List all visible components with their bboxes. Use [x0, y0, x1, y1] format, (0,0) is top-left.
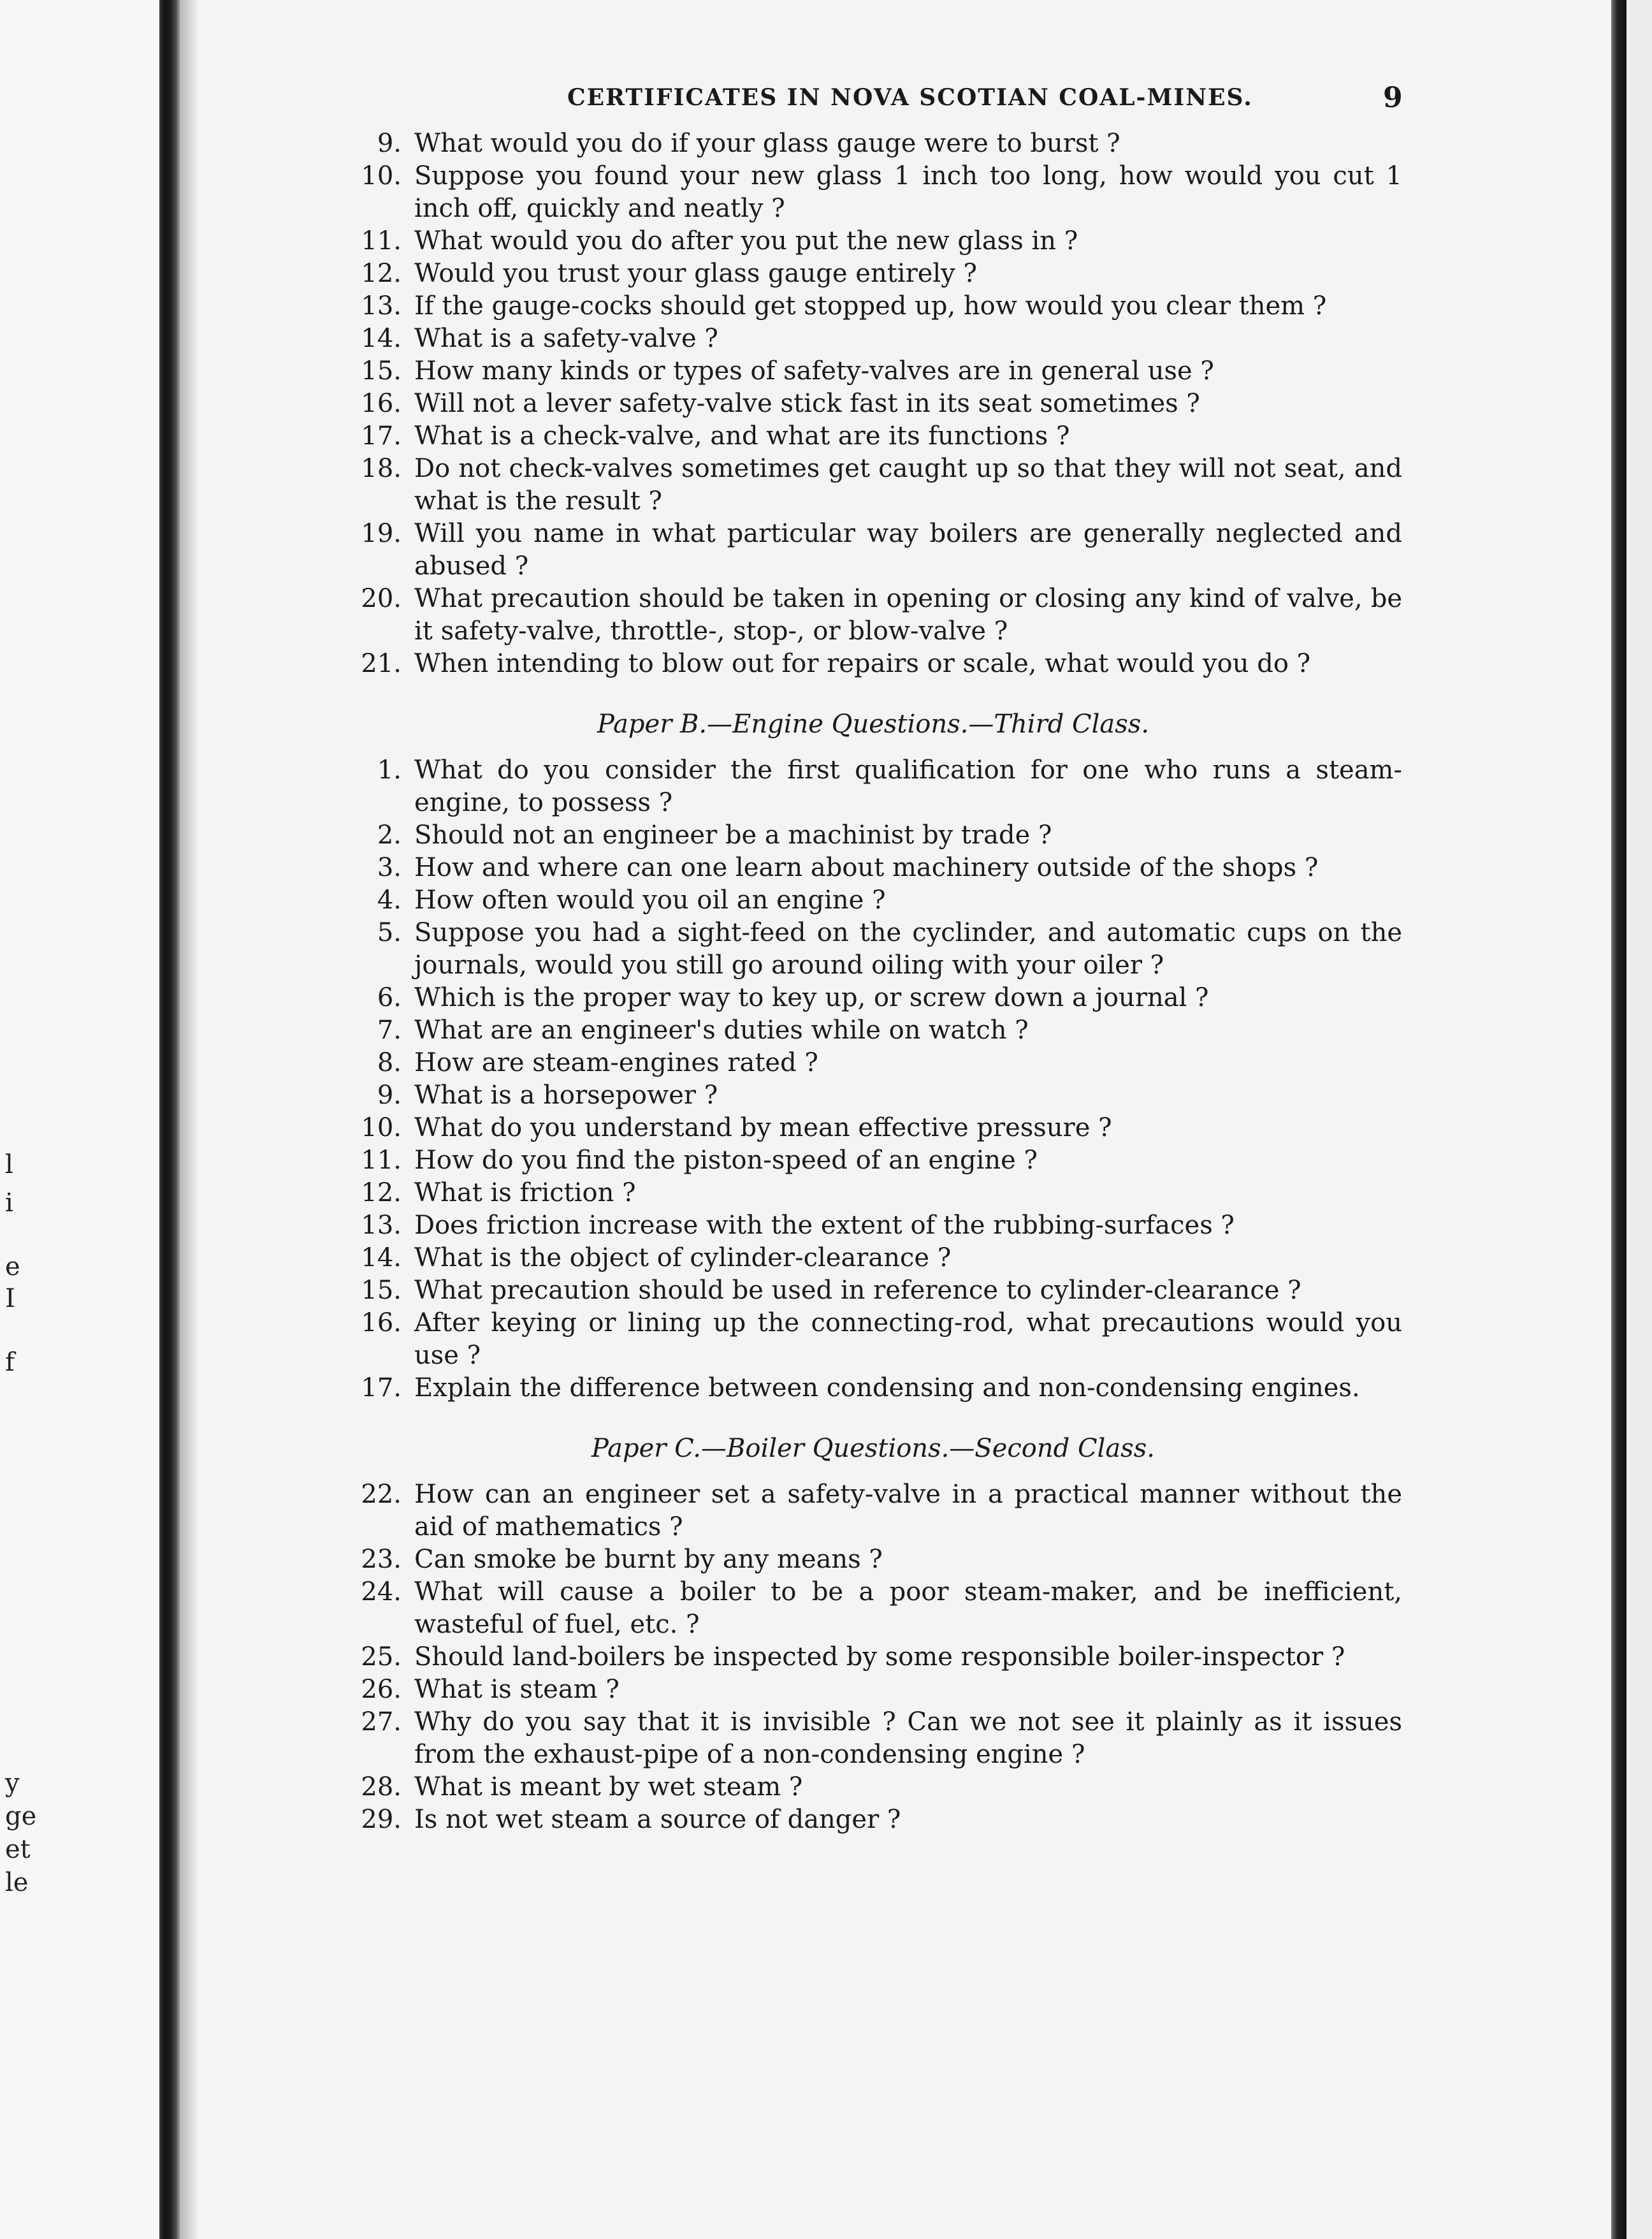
question-item: [344, 323, 1402, 355]
question-text: How and where can one learn about machinery outside of the shops ?: [414, 853, 1319, 882]
facing-fragment: e: [5, 1252, 20, 1281]
facing-fragment: ge: [5, 1802, 37, 1831]
question-number: 24.: [361, 1577, 402, 1607]
facing-fragment: le: [5, 1868, 29, 1897]
question-text: How many kinds or types of safety-valves are in general use ?: [414, 356, 1214, 386]
question-section: [344, 1434, 1402, 1836]
question-text: What do you understand by mean effective pressure ?: [414, 1113, 1112, 1142]
question-item: [344, 648, 1402, 680]
question-item: [344, 1209, 1402, 1242]
question-number: 25.: [361, 1642, 402, 1672]
running-head: [344, 77, 1402, 128]
question-text: What is a safety-valve ?: [414, 324, 718, 353]
question-number: 21.: [361, 649, 402, 678]
question-text: How can an engineer set a safety-valve in a practical manner without the aid of mathematics ?: [414, 1480, 1402, 1542]
question-number: 18.: [361, 454, 402, 483]
question-number: 29.: [361, 1805, 402, 1834]
question-number: 14.: [361, 1243, 402, 1273]
question-item: [344, 754, 1402, 819]
question-number: 11.: [361, 226, 402, 256]
question-number: 7.: [377, 1016, 402, 1045]
question-item: [344, 518, 1402, 583]
question-text: What is steam ?: [414, 1675, 620, 1704]
question-text: Can smoke be burnt by any means ?: [414, 1545, 883, 1574]
question-section: [344, 128, 1402, 680]
question-item: [344, 290, 1402, 323]
facing-fragment: f: [5, 1348, 15, 1377]
question-item: [344, 884, 1402, 917]
question-number: 16.: [361, 389, 402, 418]
question-text: What will cause a boiler to be a poor steam-maker, and be inefficient, wasteful of fuel, etc. ?: [414, 1577, 1402, 1639]
question-sections: [344, 128, 1402, 1836]
question-number: 28.: [361, 1772, 402, 1802]
question-number: 13.: [361, 291, 402, 321]
question-text: Is not wet steam a source of danger ?: [414, 1805, 901, 1834]
question-number: 11.: [361, 1146, 402, 1175]
question-item: [344, 852, 1402, 884]
facing-fragment: i: [5, 1188, 13, 1218]
question-item: [344, 1014, 1402, 1047]
spine-shadow: [180, 0, 199, 2239]
question-number: 12.: [361, 259, 402, 288]
question-item: [344, 388, 1402, 420]
question-text: Should not an engineer be a machinist by trade ?: [414, 820, 1052, 850]
question-item: [344, 225, 1402, 258]
question-text: What precaution should be taken in opening or closing any kind of valve, be it safety-valve, throttle-, stop-, or blow-valve ?: [414, 584, 1402, 646]
question-item: [344, 1242, 1402, 1274]
question-item: [344, 583, 1402, 648]
question-item: [344, 160, 1402, 225]
question-number: 9.: [377, 129, 402, 158]
question-number: 12.: [361, 1178, 402, 1207]
question-item: [344, 1576, 1402, 1641]
question-text: Which is the proper way to key up, or screw down a journal ?: [414, 983, 1209, 1012]
question-text: What is the object of cylinder-clearance ?: [414, 1243, 952, 1273]
question-number: 20.: [361, 584, 402, 613]
question-number: 5.: [377, 918, 402, 947]
book-spine: [159, 0, 180, 2239]
question-text: Should land-boilers be inspected by some responsible boiler-inspector ?: [414, 1642, 1345, 1672]
question-text: What is a horsepower ?: [414, 1081, 718, 1110]
question-number: 15.: [361, 1276, 402, 1305]
facing-fragment: l: [5, 1150, 13, 1179]
question-number: 14.: [361, 324, 402, 353]
question-item: [344, 1641, 1402, 1674]
question-item: [344, 128, 1402, 160]
question-item: [344, 1307, 1402, 1372]
question-number: 3.: [377, 853, 402, 882]
question-text: Does friction increase with the extent of the rubbing-surfaces ?: [414, 1211, 1235, 1240]
question-text: Why do you say that it is invisible ? Can we not see it plainly as it issues from the exhaust-pipe of a non-condensing engine ?: [414, 1707, 1402, 1769]
question-text: Will not a lever safety-valve stick fast in its seat sometimes ?: [414, 389, 1200, 418]
question-number: 23.: [361, 1545, 402, 1574]
question-item: [344, 1177, 1402, 1209]
question-item: [344, 1372, 1402, 1404]
question-text: What would you do after you put the new glass in ?: [414, 226, 1078, 256]
question-text: Explain the difference between condensing and non-condensing engines.: [414, 1373, 1360, 1403]
question-number: 10.: [361, 1113, 402, 1142]
question-text: After keying or lining up the connecting-rod, what precautions would you use ?: [414, 1308, 1402, 1370]
question-number: 27.: [361, 1707, 402, 1737]
question-text: What is a check-valve, and what are its functions ?: [414, 421, 1070, 451]
question-item: [344, 420, 1402, 453]
question-item: [344, 1543, 1402, 1576]
question-number: 26.: [361, 1675, 402, 1704]
section-heading: Paper B.—Engine Questions.—Third Class.: [597, 710, 1150, 739]
question-number: 22.: [361, 1480, 402, 1509]
question-item: [344, 1771, 1402, 1804]
question-item: [344, 917, 1402, 982]
question-item: [344, 1674, 1402, 1706]
question-text: What do you consider the first qualification for one who runs a steam-engine, to possess ?: [414, 755, 1402, 817]
running-title: CERTIFICATES IN NOVA SCOTIAN COAL-MINES.: [567, 84, 1253, 111]
question-section: [344, 710, 1402, 1404]
question-text: Will you name in what particular way boilers are generally neglected and abused ?: [414, 519, 1402, 581]
question-text: What precaution should be used in reference to cylinder-clearance ?: [414, 1276, 1301, 1305]
question-item: [344, 1112, 1402, 1144]
question-item: [344, 1804, 1402, 1836]
question-number: 15.: [361, 356, 402, 386]
right-margin: [1627, 0, 1652, 2239]
question-number: 16.: [361, 1308, 402, 1338]
question-number: 1.: [377, 755, 402, 785]
question-text: When intending to blow out for repairs or scale, what would you do ?: [414, 649, 1311, 678]
question-item: [344, 819, 1402, 852]
question-number: 8.: [377, 1048, 402, 1077]
question-number: 17.: [361, 1373, 402, 1403]
question-text: How are steam-engines rated ?: [414, 1048, 818, 1077]
facing-fragment: y: [5, 1769, 20, 1798]
question-text: Suppose you found your new glass 1 inch too long, how would you cut 1 inch off, quickly and neatly ?: [414, 161, 1402, 223]
question-item: [344, 1706, 1402, 1771]
question-text: How often would you oil an engine ?: [414, 886, 886, 915]
question-number: 6.: [377, 983, 402, 1012]
question-text: What would you do if your glass gauge were to burst ?: [414, 129, 1120, 158]
question-number: 9.: [377, 1081, 402, 1110]
page-edge: [1611, 0, 1627, 2239]
question-text: What is friction ?: [414, 1178, 636, 1207]
question-text: What is meant by wet steam ?: [414, 1772, 803, 1802]
section-heading: Paper C.—Boiler Questions.—Second Class.: [591, 1434, 1155, 1463]
question-number: 10.: [361, 161, 402, 191]
question-number: 4.: [377, 886, 402, 915]
facing-fragment: I: [5, 1284, 15, 1313]
question-text: Suppose you had a sight-feed on the cyclinder, and automatic cups on the journals, would you still go around oiling with your oiler ?: [414, 918, 1402, 980]
question-item: [344, 982, 1402, 1014]
question-item: [344, 258, 1402, 290]
question-text: Would you trust your glass gauge entirely ?: [414, 259, 977, 288]
question-item: [344, 1274, 1402, 1307]
question-number: 17.: [361, 421, 402, 451]
question-item: [344, 453, 1402, 518]
question-item: [344, 1079, 1402, 1112]
question-text: If the gauge-cocks should get stopped up, how would you clear them ?: [414, 291, 1327, 321]
question-number: 13.: [361, 1211, 402, 1240]
question-number: 2.: [377, 820, 402, 850]
question-text: What are an engineer's duties while on watch ?: [414, 1016, 1029, 1045]
question-item: [344, 355, 1402, 388]
question-number: 19.: [361, 519, 402, 548]
question-item: [344, 1047, 1402, 1079]
facing-fragment: et: [5, 1835, 31, 1864]
question-item: [344, 1144, 1402, 1177]
facing-page-fragments: [0, 0, 159, 2239]
page-number: 9: [1383, 82, 1403, 114]
question-text: How do you find the piston-speed of an engine ?: [414, 1146, 1038, 1175]
question-item: [344, 1478, 1402, 1543]
page-content: [344, 77, 1402, 1836]
question-text: Do not check-valves sometimes get caught up so that they will not seat, and what is the result ?: [414, 454, 1402, 516]
